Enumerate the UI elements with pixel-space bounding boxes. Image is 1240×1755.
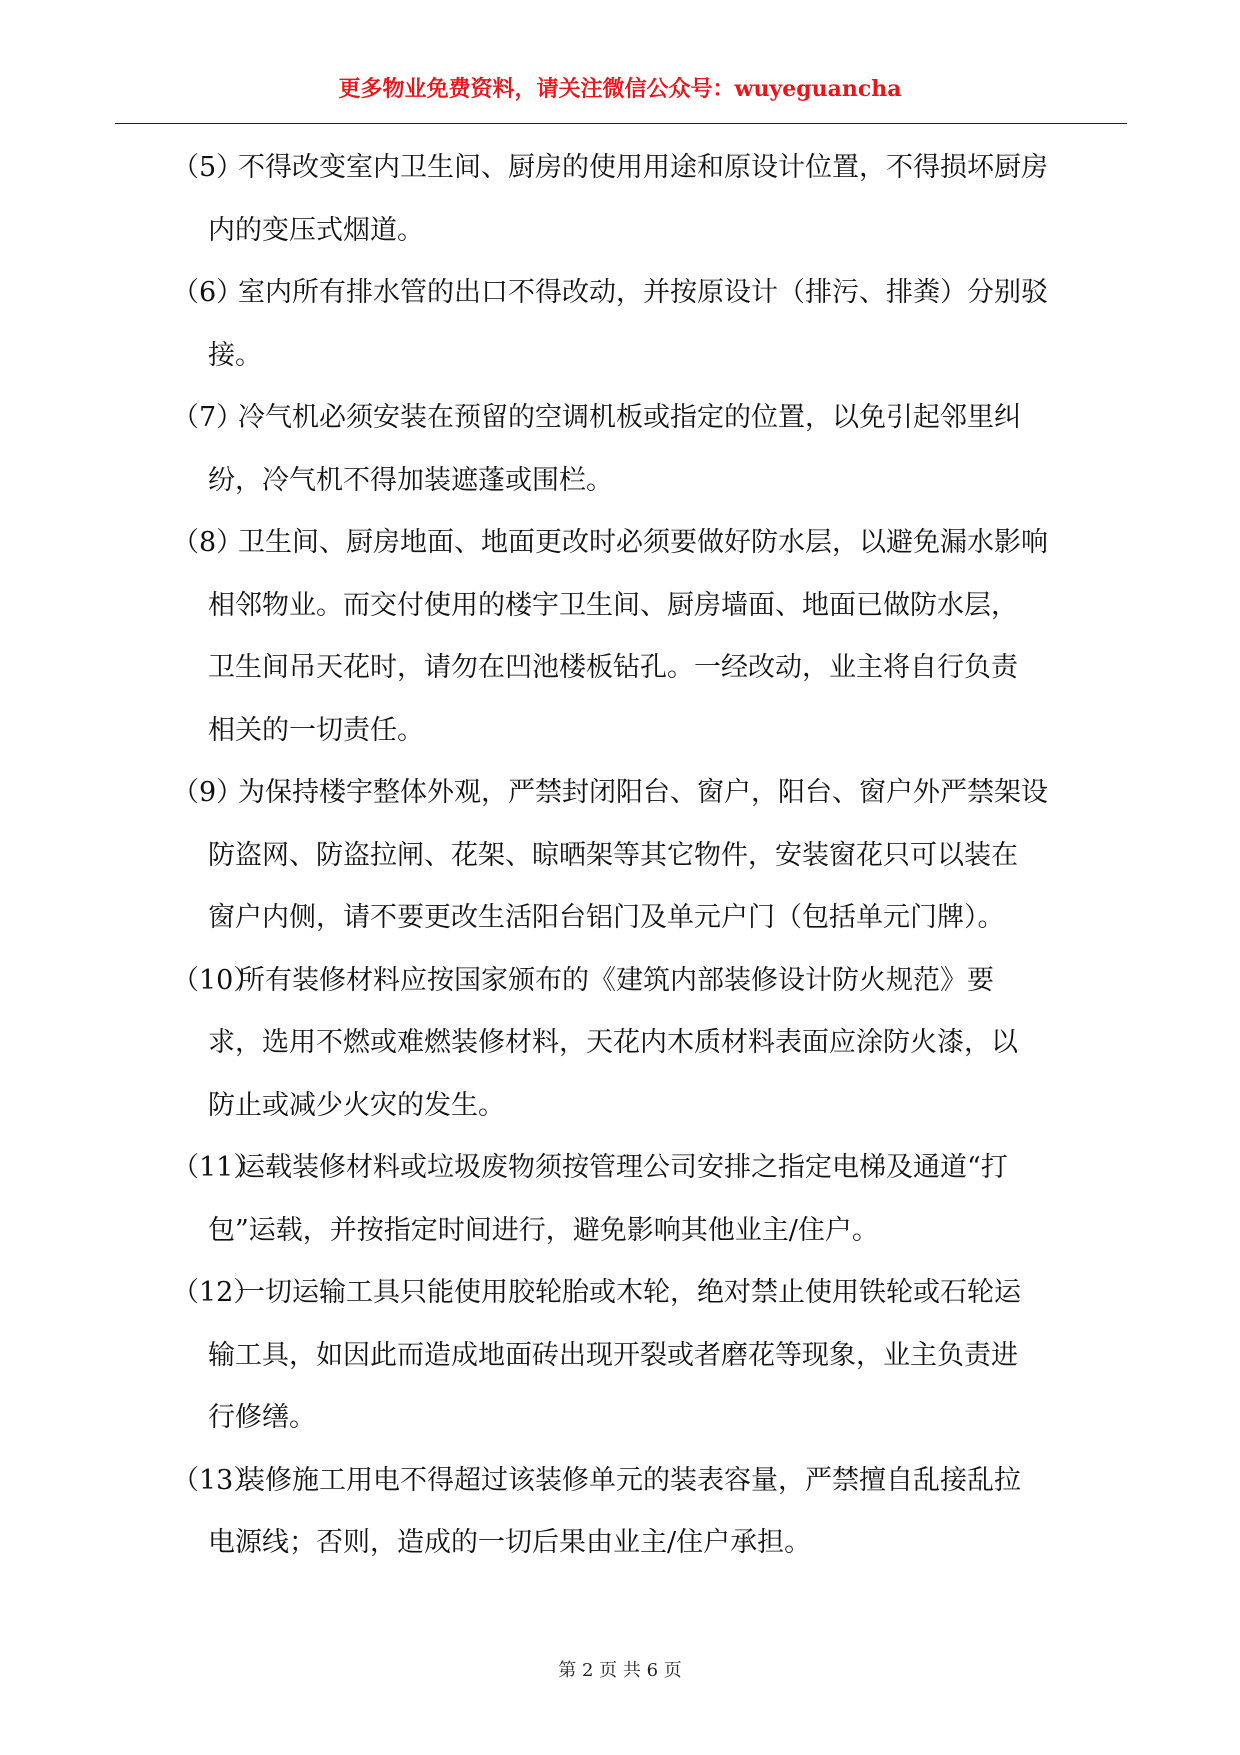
item-number: （8） xyxy=(172,527,244,558)
item-number: （5） xyxy=(172,152,244,183)
item-number: （7） xyxy=(172,402,244,433)
item-text-line: 输工具，如因此而造成地面砖出现开裂或者磨花等现象，业主负责进 xyxy=(208,1339,1018,1371)
item-text-line: 所有装修材料应按国家颁布的《建筑内部装修设计防火规范》要 xyxy=(238,964,994,996)
item-text-line: 装修施工用电不得超过该装修单元的装表容量，严禁擅自乱接乱拉 xyxy=(238,1464,1021,1496)
item-text-line: 卫生间、厨房地面、地面更改时必须要做好防水层，以避免漏水影响 xyxy=(238,527,1048,558)
item-number: （10） xyxy=(172,964,261,996)
item-text-line: 电源线；否则，造成的一切后果由业主/住户承担。 xyxy=(208,1527,812,1558)
item-number: （6） xyxy=(172,277,244,308)
item-text-line: 相邻物业。而交付使用的楼宇卫生间、厨房墙面、地面已做防水层， xyxy=(208,589,1018,621)
item-number: （11） xyxy=(172,1152,261,1183)
item-text-line: 行修缮。 xyxy=(208,1402,316,1433)
item-text-line: 纷，冷气机不得加装遮蓬或围栏。 xyxy=(208,464,613,496)
regulation-item xyxy=(172,1262,1132,1450)
item-body xyxy=(208,387,1132,512)
item-number: （12） xyxy=(172,1277,261,1308)
item-text-line: 求，选用不燃或难燃装修材料，天花内木质材料表面应涂防火漆，以 xyxy=(208,1027,1018,1058)
item-text-line: 卫生间吊天花时，请勿在凹池楼板钻孔。一经改动，业主将自行负责 xyxy=(208,652,1018,683)
item-text-line: 室内所有排水管的出口不得改动，并按原设计（排污、排粪）分别驳 xyxy=(238,277,1048,308)
item-body xyxy=(208,512,1132,762)
regulation-item xyxy=(172,262,1132,387)
regulation-item xyxy=(172,512,1132,762)
item-text-line: 防盗网、防盗拉闸、花架、晾晒架等其它物件，安装窗花只可以装在 xyxy=(208,839,1018,871)
regulation-item xyxy=(172,1450,1132,1575)
item-text-line: 接。 xyxy=(208,339,262,371)
item-text-line: 一切运输工具只能使用胶轮胎或木轮，绝对禁止使用铁轮或石轮运 xyxy=(238,1277,1021,1308)
item-body xyxy=(208,762,1132,950)
item-text-line: 冷气机必须安装在预留的空调机板或指定的位置，以免引起邻里纠 xyxy=(238,402,1021,433)
item-number: （13） xyxy=(172,1464,261,1496)
regulation-list xyxy=(172,137,1132,1575)
item-text-line: 内的变压式烟道。 xyxy=(208,214,424,246)
regulation-item xyxy=(172,387,1132,512)
item-text-line: 包”运载，并按指定时间进行，避免影响其他业主/住户。 xyxy=(208,1214,879,1246)
regulation-item xyxy=(172,137,1132,262)
regulation-item xyxy=(172,1137,1132,1262)
item-number: （9） xyxy=(172,777,244,808)
item-body xyxy=(208,137,1132,262)
header-divider xyxy=(115,123,1127,124)
item-text-line: 不得改变室内卫生间、厨房的使用用途和原设计位置，不得损坏厨房 xyxy=(238,152,1048,183)
item-text-line: 相关的一切责任。 xyxy=(208,714,424,746)
item-text-line: 窗户内侧，请不要更改生活阳台铝门及单元户门（包括单元门牌）。 xyxy=(208,902,1005,933)
regulation-item xyxy=(172,950,1132,1138)
item-text-line: 防止或减少火灾的发生。 xyxy=(208,1089,505,1121)
item-text-line: 为保持楼宇整体外观，严禁封闭阳台、窗户，阳台、窗户外严禁架设 xyxy=(238,777,1048,808)
page-number: 第 2 页 共 6 页 xyxy=(558,1660,682,1681)
regulation-item xyxy=(172,762,1132,950)
item-body xyxy=(208,262,1132,387)
item-text-line: 运载装修材料或垃圾废物须按管理公司安排之指定电梯及通道“打 xyxy=(238,1152,1008,1183)
header-promo-text: 更多物业免费资料，请关注微信公众号：wuyeguancha xyxy=(338,76,902,102)
